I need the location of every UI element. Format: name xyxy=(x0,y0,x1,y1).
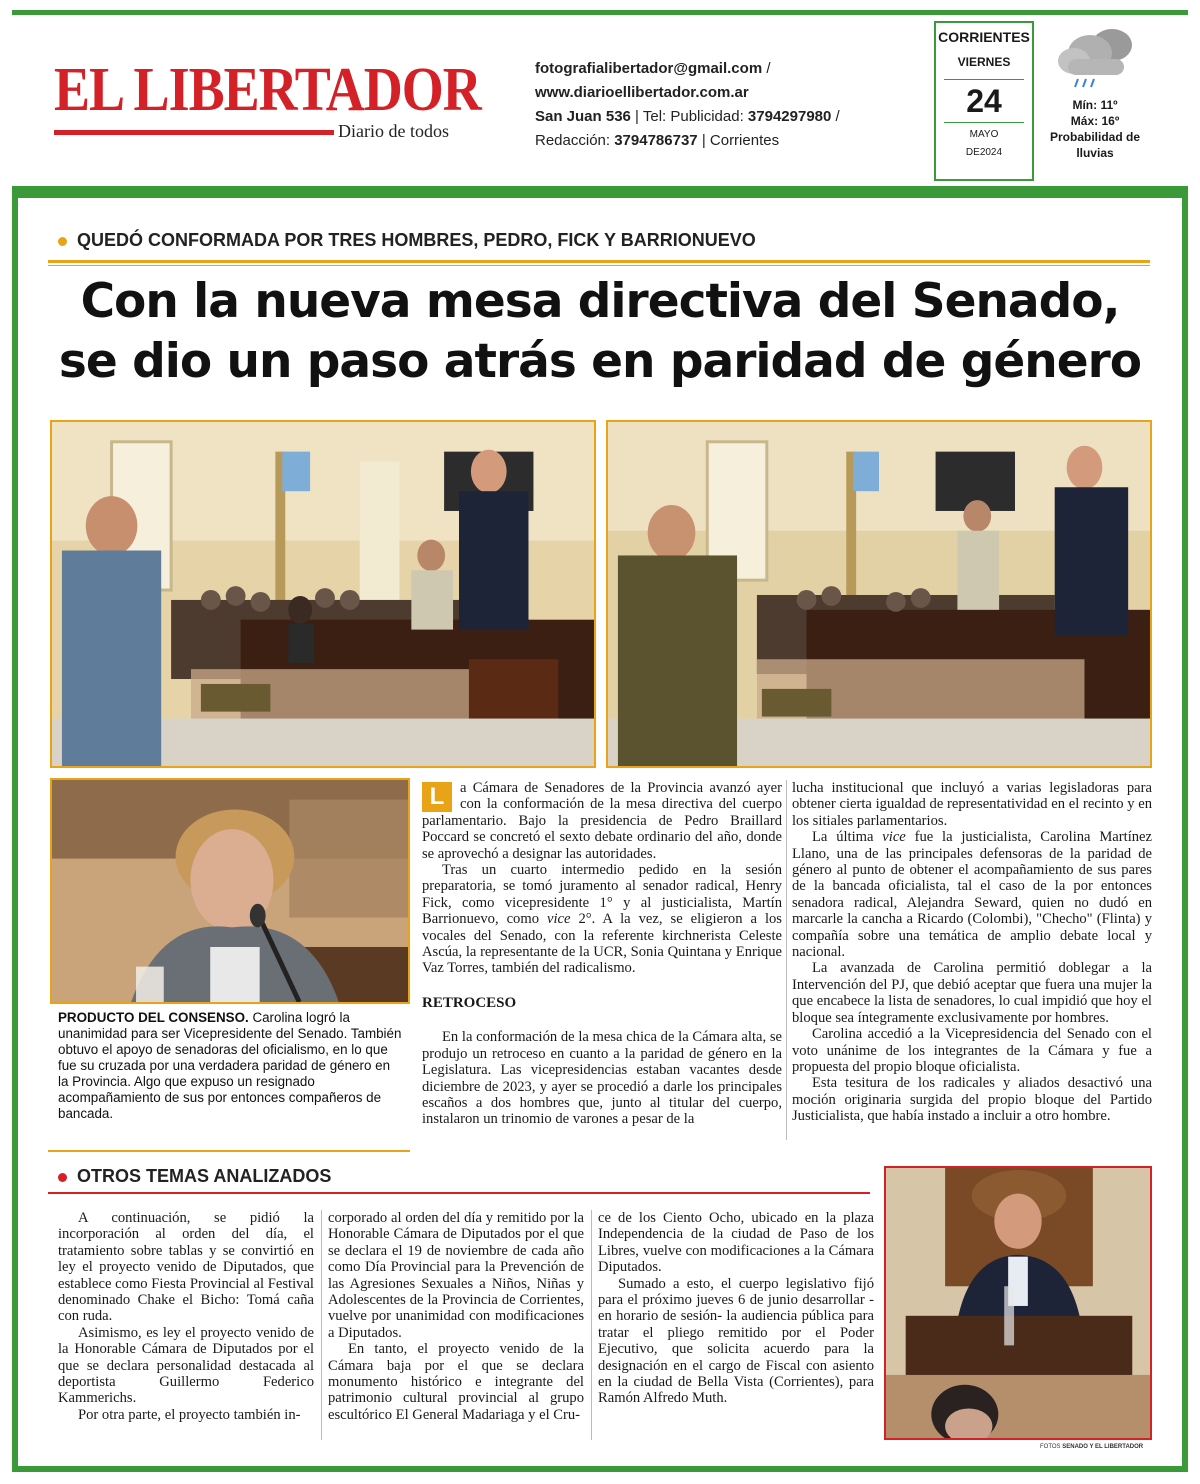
paragraph-text: Tras un cuarto intermedio pedido en la sesión preparatoria, se tomó juramento al senador radical, Henry Fick, como vicepresidente 1° y al justicialista, Martín Barrionuevo, como xyxy=(422,862,782,928)
paragraph-text: La última xyxy=(812,829,883,846)
weather-box xyxy=(1040,21,1150,181)
headline-line: Con la nueva mesa directiva del Senado, xyxy=(80,274,1120,329)
contact-tel-ads: 3794297980 xyxy=(747,108,832,125)
contact-city: | Corrientes xyxy=(697,132,780,149)
article-paragraph xyxy=(422,862,782,977)
paragraph-text: 2°. A la vez, se eligieron a los vocales del Senado, con la referente kirchnerista Celeste Ascúa, la representante de la UCR, Sonia Quintana y Enrique Vaz Torres, también del radicalismo. xyxy=(422,911,782,977)
header-band xyxy=(12,186,1188,198)
article-paragraph: lucha institucional que incluyó a varias legisladoras para obtener cierta igualdad de representatividad en el recinto y en los sitiales parlamentarios. xyxy=(792,780,1152,829)
date-city: CORRIENTES xyxy=(938,29,1030,45)
photo-image xyxy=(608,422,1150,766)
contact-sep: / xyxy=(762,60,771,77)
contact-tel-label: | Tel: Publicidad: xyxy=(630,108,748,125)
secondary-paragraph: Asimismo, es ley el proyecto venido de la Honorable Cámara de Diputados por el que se declara personalidad destacada al deportista Guillermo Federico Kammerichs. xyxy=(58,1324,314,1407)
date-day: 24 xyxy=(944,79,1024,123)
column-divider xyxy=(321,1210,322,1440)
secondary-paragraph: A continuación, se pidió la incorporación al orden del día, el tratamiento sobre tablas y se convirtió en ley el proyecto venido de Diputados, que establece como Fiesta Provincial al Festival denominado Chake el Bicho: Tomá caña con ruda. xyxy=(58,1210,314,1325)
dropcap: L xyxy=(422,782,452,812)
date-weekday: VIERNES xyxy=(957,55,1011,69)
photo-image xyxy=(886,1168,1150,1438)
article-paragraph: Carolina accedió a la Vicepresidencia del Senado con el voto unánime de los integrantes de la Cámara y fue a propuesta del propio bloque oficialista. xyxy=(792,1026,1152,1075)
caption-title: PRODUCTO DEL CONSENSO. xyxy=(58,1010,249,1025)
masthead xyxy=(12,15,1188,185)
contact-email[interactable]: fotografialibertador@gmail.com xyxy=(535,60,763,77)
column-divider xyxy=(591,1210,592,1440)
photo-caption xyxy=(58,1010,403,1122)
photo-senate-president[interactable] xyxy=(884,1166,1152,1440)
paragraph-italic: vice xyxy=(546,911,571,928)
date-month: MAYO xyxy=(969,129,999,140)
article-subhead: RETROCESO xyxy=(422,994,517,1011)
logo-tagline: Diario de todos xyxy=(338,121,449,141)
photo-credit xyxy=(1040,1444,1143,1450)
secondary-heading xyxy=(58,1166,331,1187)
credit-prefix: FOTOS xyxy=(1040,1444,1063,1450)
secondary-title: OTROS TEMAS ANALIZADOS xyxy=(77,1166,332,1186)
secondary-paragraph: corporado al orden del día y remitido por la Honorable Cámara de Diputados por el que se declara el 19 de noviembre de cada año como Día Provincial para la Prevención de las Agresiones Sexuales a Niños, Niñas y Adolescentes de la Provincia de Corrientes, vuelve por unanimidad con modificaciones a Diputados. xyxy=(328,1210,584,1341)
logo-title: EL LIBERTADOR xyxy=(54,54,481,124)
secondary-paragraph: En tanto, el proyecto venido de la Cámara baja por el que se declara monumento histórico e integrante del patrimonio cultural provincial al grupo escultórico El General Madariaga y el Cru- xyxy=(328,1341,584,1423)
article-kicker xyxy=(58,230,756,251)
photo-swearing-in-right[interactable] xyxy=(606,420,1152,768)
article-paragraph xyxy=(422,780,782,862)
contact-sep: / xyxy=(831,108,840,125)
photo-vicepresident[interactable] xyxy=(50,778,410,1004)
article-column-1 xyxy=(422,780,782,1128)
caption-rule xyxy=(48,1150,410,1152)
article-paragraph: La avanzada de Carolina permitió doblegar a la Intervención del PJ, que debió aceptar que fuera una mujer la que encabece la lista de senadores, lo cual impidió que hoy el bloque sea íntegramente exclusivamente por hombres. xyxy=(792,960,1152,1026)
caption-text: Carolina logró la unanimidad para ser Vicepresidente del Senado. También obtuvo el apoyo de senadoras del oficialismo, en lo que fue su cruzada por una verdadera paridad de género en la Provincia. Algo que expuso un resignado acompañamiento de sus por entonces compañeros de bancada. xyxy=(58,1010,402,1121)
kicker-rule xyxy=(48,260,1150,263)
photo-image xyxy=(52,780,408,1002)
photo-swearing-in-left[interactable] xyxy=(50,420,596,768)
secondary-column-1 xyxy=(58,1210,314,1423)
contact-tel-newsroom: 3794786737 xyxy=(614,132,698,149)
newspaper-logo[interactable] xyxy=(54,54,481,141)
weather-forecast: Probabilidad de lluvias xyxy=(1049,130,1140,160)
contact-block xyxy=(535,57,855,153)
date-year: DE2024 xyxy=(965,147,1003,158)
paragraph-text: fue la justicialista, Carolina Martínez Llano, una de las principales defensoras de la paridad de género al punto de obtener el acompañamiento de sus pares de la bancada oficialista, tal el caso de la por entonces senadora radical, Alejandra Seward, quien no dudó en marcarle la cancha a Ricardo (Colombi), "Checho" (Flinta) y compañía sobre una temática de amplio debate local y nacional. xyxy=(792,829,1153,961)
article-column-2 xyxy=(792,780,1152,1125)
bullet-icon xyxy=(58,237,67,246)
kicker-rule-thin xyxy=(48,265,1150,266)
secondary-rule xyxy=(48,1192,870,1194)
secondary-paragraph: Sumado a esto, el cuerpo legislativo fijó para el próximo jueves 6 de junio desarrollar -en horario de sesión- la audiencia pública para tratar el pliego remitido por el Poder Ejecutivo, que solicita acuerdo para la designación en el cargo de Fiscal con asiento en la ciudad de Bella Vista (Corrientes), para Ramón Alfredo Muth. xyxy=(598,1275,874,1407)
kicker-text: QUEDÓ CONFORMADA POR TRES HOMBRES, PEDRO, FICK Y BARRIONUEVO xyxy=(77,230,756,250)
article-paragraph: En la conformación de la mesa chica de la Cámara alta, se produjo un retroceso en cuanto a la paridad de género en la Legislatura. Las vicepresidencias estaban vacantes desde diciembre de 2023, y ayer se procedió a darle los principales escaños a dos hombres que, junto al titular del cuerpo, instalaron un trinomio de varones a pesar de la xyxy=(422,1029,782,1128)
credit-names: SENADO Y EL LIBERTADOR xyxy=(1062,1444,1144,1450)
paragraph-text: a Cámara de Senadores de la Provincia avanzó ayer con la conformación de la mesa directiva del cuerpo parlamentario. Bajo la presidencia de Pedro Braillard Poccard se concretó el sexto debate ordinario del año, donde se aprovechó a designar las autoridades. xyxy=(422,780,782,862)
rain-cloud-icon xyxy=(1050,21,1140,91)
contact-newsroom-label: Redacción: xyxy=(535,132,615,149)
column-divider xyxy=(786,780,787,1140)
article-paragraph: Esta tesitura de los radicales y aliados desactivó una moción originaria surgida del propio bloque del Partido Justicialista, que había instado a incluir a otro hombre. xyxy=(792,1075,1152,1125)
headline-line: se dio un paso atrás en paridad de género xyxy=(58,334,1142,389)
secondary-paragraph: Por otra parte, el proyecto también in- xyxy=(78,1406,301,1423)
photo-image xyxy=(52,422,594,766)
weather-min: Mín: 11º xyxy=(1072,98,1118,112)
article-headline xyxy=(40,272,1160,392)
contact-website[interactable]: www.diarioellibertador.com.ar xyxy=(535,84,749,101)
weather-max: Máx: 16º xyxy=(1070,114,1120,128)
paragraph-italic: vice xyxy=(882,829,906,846)
date-box xyxy=(934,21,1034,181)
contact-address: San Juan 536 xyxy=(535,108,631,125)
secondary-paragraph: ce de los Ciento Ocho, ubicado en la plaza Independencia de la ciudad de Paso de los Libres, vuelve con modificaciones a la Cámara Diputados. xyxy=(598,1210,874,1276)
bullet-icon xyxy=(58,1173,67,1182)
secondary-column-3 xyxy=(598,1210,874,1407)
article-paragraph xyxy=(792,829,1152,960)
logo-underline xyxy=(54,130,334,135)
secondary-column-2 xyxy=(328,1210,584,1423)
